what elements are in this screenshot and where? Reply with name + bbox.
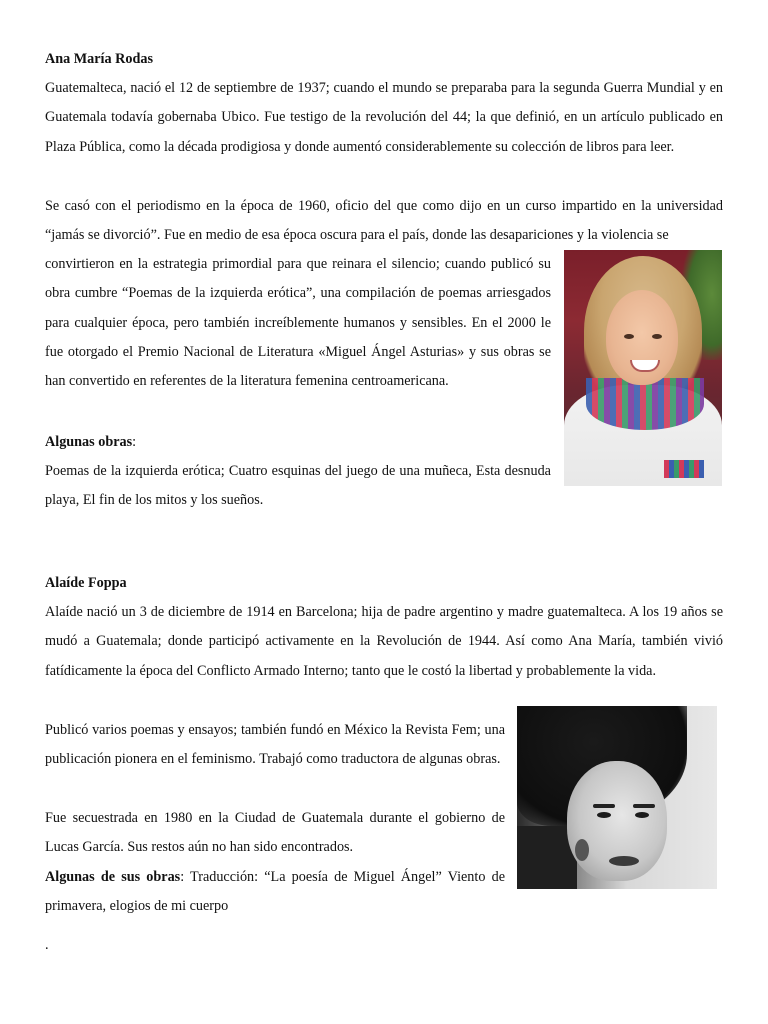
paragraph-ana-career-b: convirtieron en la estrategia primordial para que reinara el silencio; cuando publicó su obra cumbre “Poemas de la izquierda erótica”, una compilación de poemas arriesgados para cualquier época, pero también increíblemente humanos y sensibles. En el 2000 le fue otorgado el Premio Nacional de Literatura «Miguel Ángel Asturias» y sus obras se han convertido en referentes de la literatura femenina centroamericana.: [45, 256, 551, 390]
paragraph-alaide-kidnapping: Fue secuestrada en 1980 en la Ciudad de Guatemala durante el gobierno de Lucas García. Sus restos aún no han sido encontrados.: [45, 810, 505, 856]
works-text-alaide: : Traducción: “La poesía de Miguel Ángel” Viento de primavera, elogios de mi cuerpo: [45, 869, 505, 915]
paragraph-alaide-works: Publicó varios poemas y ensayos; también fundó en México la Revista Fem; una publicación pionera en el feminismo. Trabajó como traductora de algunas obras.: [45, 722, 505, 768]
works-label: Algunas obras: [45, 434, 133, 450]
portrait-ana-maria-rodas: [564, 250, 722, 486]
paragraph-alaide-bio: Alaíde nació un 3 de diciembre de 1914 en Barcelona; hija de padre argentino y madre guatemalteca. A los 19 años se mudó a Guatemala; donde participó activamente en la Revolución de 1944. Así como Ana María, también vivió fatídicamente la época del Conflicto Armado Interno; tanto que le costó la libertad y probablemente la vida.: [45, 604, 723, 679]
paragraph-ana-bio: Guatemalteca, nació el 12 de septiembre de 1937; cuando el mundo se preparaba para la segunda Guerra Mundial y en Guatemala todavía gobernaba Ubico. Fue testigo de la revolución del 44; la que definió, en un artículo publicado en Plaza Pública, como la década prodigiosa y donde aumentó considerablemente su colección de libros para leer.: [45, 80, 723, 155]
paragraph-ana-career-a: Se casó con el periodismo en la época de 1960, oficio del que como dijo en un curso impartido en la universidad “jamás se divorció”. Fue en medio de esa época oscura para el país, donde las desapariciones y la violencia se: [45, 198, 723, 244]
works-heading-ana: [45, 428, 551, 457]
heading-ana-maria-rodas: Ana María Rodas: [45, 51, 153, 67]
works-list-ana: Poemas de la izquierda erótica; Cuatro esquinas del juego de una muñeca, Esta desnuda playa, El fin de los mitos y los sueños.: [45, 463, 551, 509]
heading-alaide-foppa: Alaíde Foppa: [45, 575, 127, 591]
portrait-alaide-foppa: [517, 706, 717, 889]
works-colon: :: [132, 434, 137, 450]
works-alaide: [45, 863, 505, 922]
trailing-period: .: [45, 937, 49, 953]
works-label-alaide: Algunas de sus obras: [45, 869, 181, 885]
